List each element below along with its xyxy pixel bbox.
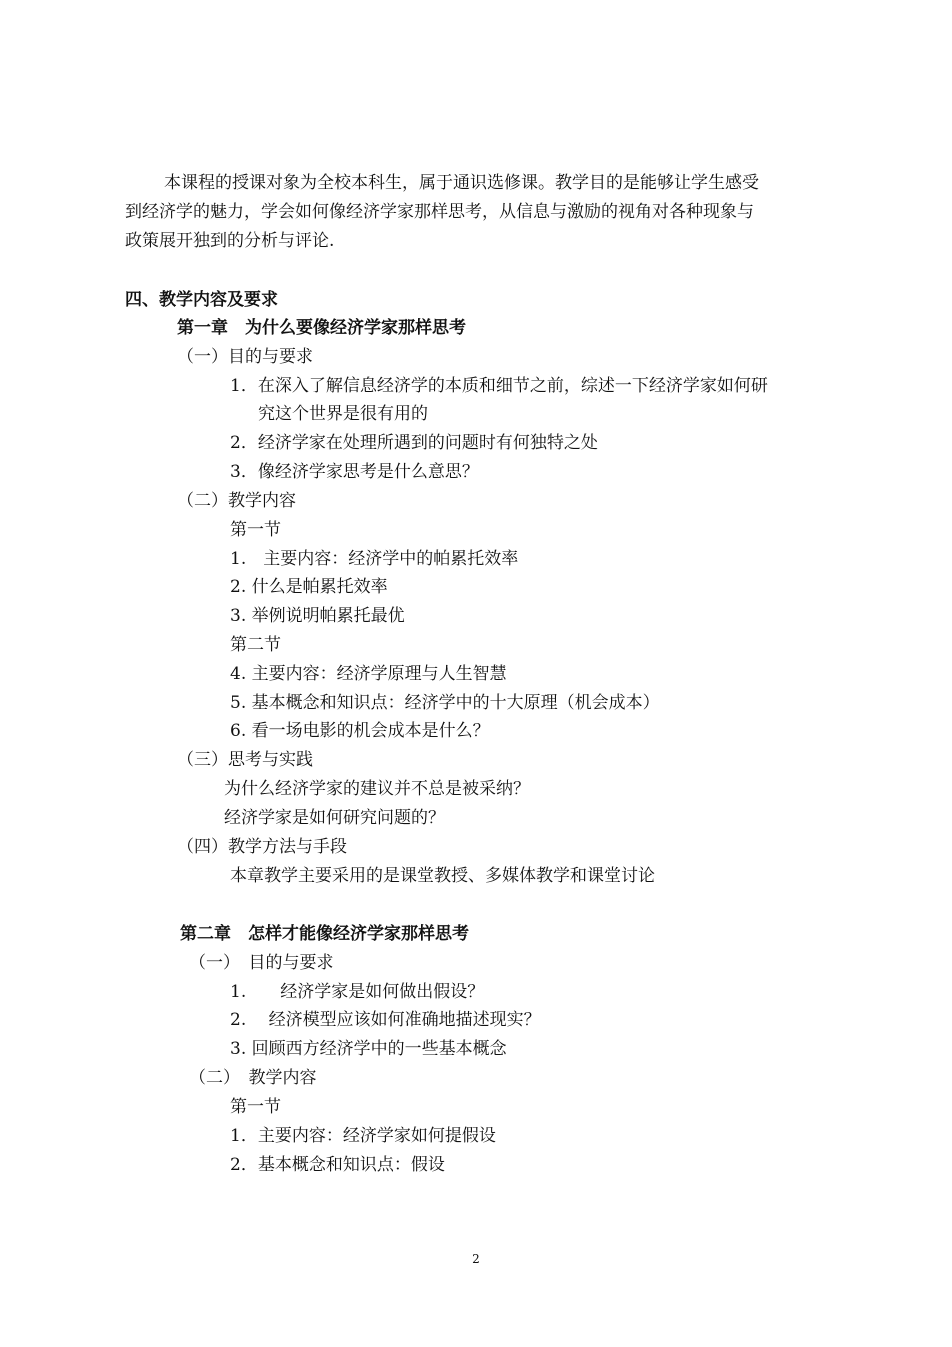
chapter-2-title: 第二章 怎样才能像经济学家那样思考 — [180, 924, 469, 944]
ch1-part2-item3: 3. 举例说明帕累托最优 — [230, 606, 405, 626]
ch1-part3-question1: 为什么经济学家的建议并不总是被采纳？ — [224, 779, 530, 799]
ch2-part1-label: （一） 目的与要求 — [189, 953, 334, 973]
ch2-part2-item1: 1．主要内容：经济学家如何提假设 — [230, 1126, 496, 1146]
ch2-part2-label: （二） 教学内容 — [189, 1068, 317, 1088]
ch2-section-1: 第一节 — [230, 1097, 281, 1117]
ch1-part1-label: （一）目的与要求 — [177, 347, 313, 367]
ch1-part2-item5: 5. 基本概念和知识点：经济学中的十大原理（机会成本） — [230, 693, 660, 713]
intro-line-2: 到经济学的魅力，学会如何像经济学家那样思考，从信息与激励的视角对各种现象与 — [125, 202, 754, 222]
ch1-part4-text: 本章教学主要采用的是课堂教授、多媒体教学和课堂讨论 — [230, 866, 655, 886]
ch2-part2-item2: 2．基本概念和知识点：假设 — [230, 1155, 445, 1175]
ch1-part1-item1: 1．在深入了解信息经济学的本质和细节之前，综述一下经济学家如何研 — [230, 376, 768, 396]
ch1-part1-item3: 3．像经济学家思考是什么意思？ — [230, 462, 479, 482]
ch2-part1-item2: 2. 经济模型应该如何准确地描述现实？ — [230, 1010, 541, 1030]
ch1-section-2: 第二节 — [230, 635, 281, 655]
intro-line-3: 政策展开独到的分析与评论. — [125, 231, 335, 251]
ch1-part1-item2: 2．经济学家在处理所遇到的问题时有何独特之处 — [230, 433, 598, 453]
page-number: 2 — [472, 1252, 480, 1266]
section-heading: 四、教学内容及要求 — [125, 290, 278, 310]
ch1-part2-item6: 6. 看一场电影的机会成本是什么？ — [230, 721, 490, 741]
ch1-part2-item4: 4. 主要内容：经济学原理与人生智慧 — [230, 664, 507, 684]
ch1-part2-item2: 2. 什么是帕累托效率 — [230, 577, 388, 597]
ch1-part3-question2: 经济学家是如何研究问题的？ — [224, 808, 445, 828]
ch2-part1-item3: 3. 回顾西方经济学中的一些基本概念 — [230, 1039, 507, 1059]
chapter-1-title: 第一章 为什么要像经济学家那样思考 — [177, 318, 466, 338]
ch1-part4-label: （四）教学方法与手段 — [177, 837, 347, 857]
ch1-section-1: 第一节 — [230, 520, 281, 540]
ch1-part1-item1-cont: 究这个世界是很有用的 — [258, 404, 428, 424]
intro-line-1: 本课程的授课对象为全校本科生，属于通识选修课。教学目的是能够让学生感受 — [164, 173, 759, 193]
ch1-part2-item1: 1. 主要内容：经济学中的帕累托效率 — [230, 549, 519, 569]
ch1-part3-label: （三）思考与实践 — [177, 750, 313, 770]
ch2-part1-item1: 1. 经济学家是如何做出假设？ — [230, 982, 485, 1002]
ch1-part2-label: （二）教学内容 — [177, 491, 296, 511]
